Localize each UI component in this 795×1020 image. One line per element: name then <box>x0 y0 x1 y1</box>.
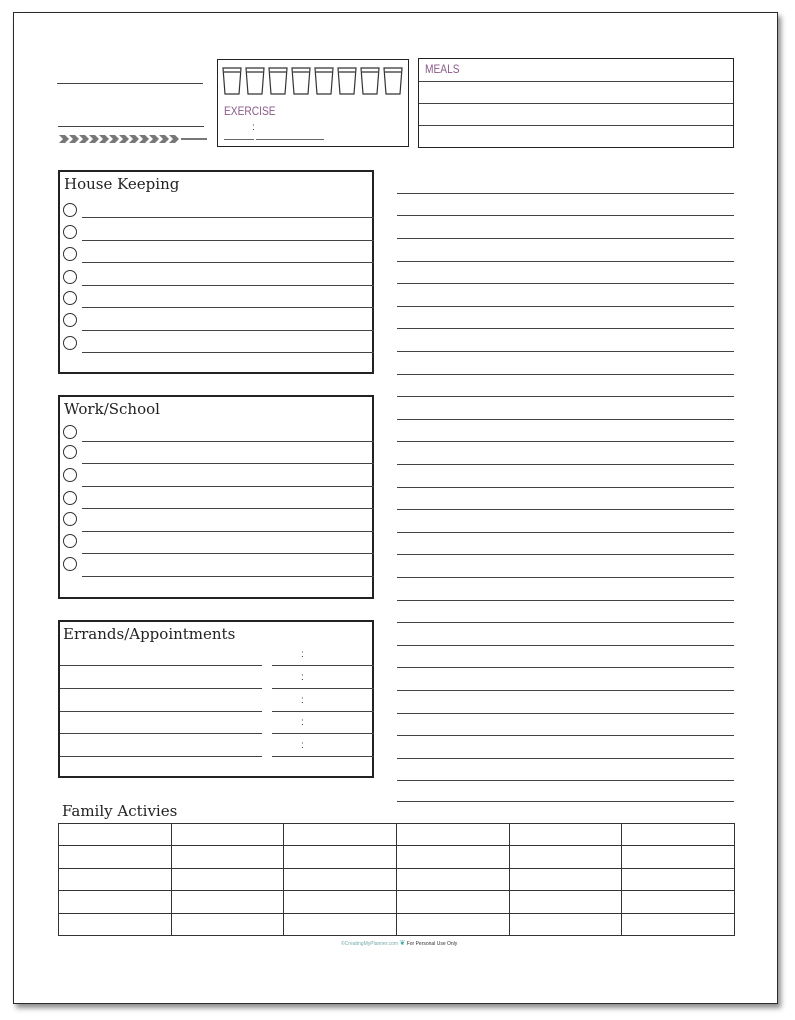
errand-line[interactable] <box>60 733 262 734</box>
water-glass-icon <box>223 68 241 94</box>
task-line[interactable] <box>82 508 374 509</box>
footer-site: ©CreatingMyPlanner.com <box>341 941 399 947</box>
errands-box <box>58 620 374 778</box>
task-line[interactable] <box>82 441 374 442</box>
water-glass-icon <box>315 68 333 94</box>
task-line[interactable] <box>82 463 374 464</box>
table-cell[interactable] <box>396 824 509 846</box>
table-row <box>59 868 735 890</box>
checkbox-circle[interactable] <box>63 468 77 482</box>
housekeeping-box <box>58 170 374 374</box>
notes-lines <box>397 191 734 806</box>
meal-line[interactable] <box>419 81 733 82</box>
table-cell[interactable] <box>622 846 735 868</box>
note-line[interactable] <box>397 441 734 442</box>
table-cell[interactable] <box>396 913 509 935</box>
note-line[interactable] <box>397 193 734 194</box>
chevron-arrow-icon <box>59 133 209 145</box>
family-title: Family Activies <box>62 802 178 820</box>
errand-line[interactable] <box>60 756 262 757</box>
table-cell[interactable] <box>171 891 284 913</box>
table-cell[interactable] <box>396 868 509 890</box>
checkbox-circle[interactable] <box>63 491 77 505</box>
errand-line[interactable] <box>60 711 262 712</box>
note-line[interactable] <box>397 713 734 714</box>
checkbox-circle[interactable] <box>63 336 77 350</box>
errand-time-line[interactable] <box>272 756 374 757</box>
checkbox-circle[interactable] <box>63 270 77 284</box>
note-line[interactable] <box>397 600 734 601</box>
time-colon: : <box>301 672 304 683</box>
water-glass-icon <box>292 68 310 94</box>
table-cell[interactable] <box>284 891 397 913</box>
note-line[interactable] <box>397 261 734 262</box>
note-line[interactable] <box>397 396 734 397</box>
leaf-icon: ❦ <box>399 940 406 947</box>
table-cell[interactable] <box>509 891 622 913</box>
meal-line[interactable] <box>419 103 733 104</box>
water-glass-icon <box>384 68 402 94</box>
table-cell[interactable] <box>59 868 172 890</box>
table-cell[interactable] <box>509 913 622 935</box>
checkbox-circle[interactable] <box>63 291 77 305</box>
task-line[interactable] <box>82 531 374 532</box>
errand-time-line[interactable] <box>272 688 374 689</box>
table-row <box>59 913 735 935</box>
water-glass-icon <box>246 68 264 94</box>
table-cell[interactable] <box>284 846 397 868</box>
meals-label: MEALS <box>425 62 460 76</box>
time-colon: : <box>301 740 304 751</box>
note-line[interactable] <box>397 645 734 646</box>
note-line[interactable] <box>397 780 734 781</box>
task-line[interactable] <box>82 240 374 241</box>
table-cell[interactable] <box>509 846 622 868</box>
footer-note: For Personal Use Only <box>406 941 458 947</box>
table-cell[interactable] <box>396 846 509 868</box>
errand-time-line[interactable] <box>272 665 374 666</box>
note-line[interactable] <box>397 419 734 420</box>
task-line[interactable] <box>82 330 374 331</box>
table-row <box>59 824 735 846</box>
note-line[interactable] <box>397 509 734 510</box>
checkbox-circle[interactable] <box>63 445 77 459</box>
work-school-title: Work/School <box>64 400 160 418</box>
note-line[interactable] <box>397 801 734 802</box>
task-line[interactable] <box>82 352 374 353</box>
table-cell[interactable] <box>59 891 172 913</box>
note-line[interactable] <box>397 487 734 488</box>
note-line[interactable] <box>397 690 734 691</box>
housekeeping-title: House Keeping <box>64 175 180 193</box>
errand-line[interactable] <box>60 665 262 666</box>
note-line[interactable] <box>397 667 734 668</box>
exercise-label: EXERCISE <box>224 104 276 118</box>
meal-line[interactable] <box>419 125 733 126</box>
task-line[interactable] <box>82 576 374 577</box>
water-glass-icon <box>361 68 379 94</box>
table-cell[interactable] <box>59 824 172 846</box>
checkbox-circle[interactable] <box>63 512 77 526</box>
table-row <box>59 846 735 868</box>
note-line[interactable] <box>397 238 734 239</box>
note-line[interactable] <box>397 283 734 284</box>
note-line[interactable] <box>397 577 734 578</box>
table-cell[interactable] <box>59 846 172 868</box>
table-cell[interactable] <box>622 891 735 913</box>
note-line[interactable] <box>397 215 734 216</box>
table-cell[interactable] <box>59 913 172 935</box>
arrow-divider <box>59 130 209 142</box>
table-cell[interactable] <box>284 824 397 846</box>
table-cell[interactable] <box>509 868 622 890</box>
meals-box <box>418 58 734 148</box>
task-line[interactable] <box>82 553 374 554</box>
note-line[interactable] <box>397 622 734 623</box>
time-colon: : <box>301 717 304 728</box>
note-line[interactable] <box>397 328 734 329</box>
time-colon: : <box>301 695 304 706</box>
checkbox-circle[interactable] <box>63 225 77 239</box>
checkbox-circle[interactable] <box>63 247 77 261</box>
table-cell[interactable] <box>171 868 284 890</box>
errand-time-line[interactable] <box>272 711 374 712</box>
note-line[interactable] <box>397 758 734 759</box>
checkbox-circle[interactable] <box>63 425 77 439</box>
task-line[interactable] <box>82 262 374 263</box>
note-line[interactable] <box>397 351 734 352</box>
work-school-box <box>58 395 374 599</box>
table-cell[interactable] <box>171 913 284 935</box>
checkbox-circle[interactable] <box>63 203 77 217</box>
date-line[interactable] <box>57 83 203 84</box>
table-cell[interactable] <box>396 891 509 913</box>
note-line[interactable] <box>397 735 734 736</box>
table-row <box>59 891 735 913</box>
table-cell[interactable] <box>284 913 397 935</box>
time-colon: : <box>301 649 304 660</box>
checkbox-circle[interactable] <box>63 534 77 548</box>
table-cell[interactable] <box>509 824 622 846</box>
family-activities-table <box>58 823 735 936</box>
checkbox-circle[interactable] <box>63 557 77 571</box>
table-cell[interactable] <box>171 824 284 846</box>
task-line[interactable] <box>82 217 374 218</box>
task-line[interactable] <box>82 486 374 487</box>
task-line[interactable] <box>82 307 374 308</box>
table-cell[interactable] <box>622 824 735 846</box>
note-line[interactable] <box>397 374 734 375</box>
water-glass-icon <box>269 68 287 94</box>
checkbox-circle[interactable] <box>63 313 77 327</box>
note-line[interactable] <box>397 306 734 307</box>
errand-line[interactable] <box>60 688 262 689</box>
footer <box>341 939 457 947</box>
note-line[interactable] <box>397 464 734 465</box>
exercise-duration-line[interactable] <box>224 139 254 140</box>
exercise-type-line[interactable] <box>256 139 324 140</box>
table-cell[interactable] <box>171 846 284 868</box>
task-line[interactable] <box>82 285 374 286</box>
water-glass-icon <box>338 68 356 94</box>
planner-page <box>13 12 778 1004</box>
date-line-secondary[interactable] <box>58 126 204 127</box>
table-cell[interactable] <box>622 868 735 890</box>
errand-time-line[interactable] <box>272 733 374 734</box>
water-exercise-box <box>217 59 409 147</box>
table-cell[interactable] <box>622 913 735 935</box>
table-cell[interactable] <box>284 868 397 890</box>
errands-title: Errands/Appointments <box>63 625 236 643</box>
water-glasses[interactable] <box>221 66 405 98</box>
exercise-colon: : <box>252 122 255 133</box>
note-line[interactable] <box>397 532 734 533</box>
note-line[interactable] <box>397 554 734 555</box>
